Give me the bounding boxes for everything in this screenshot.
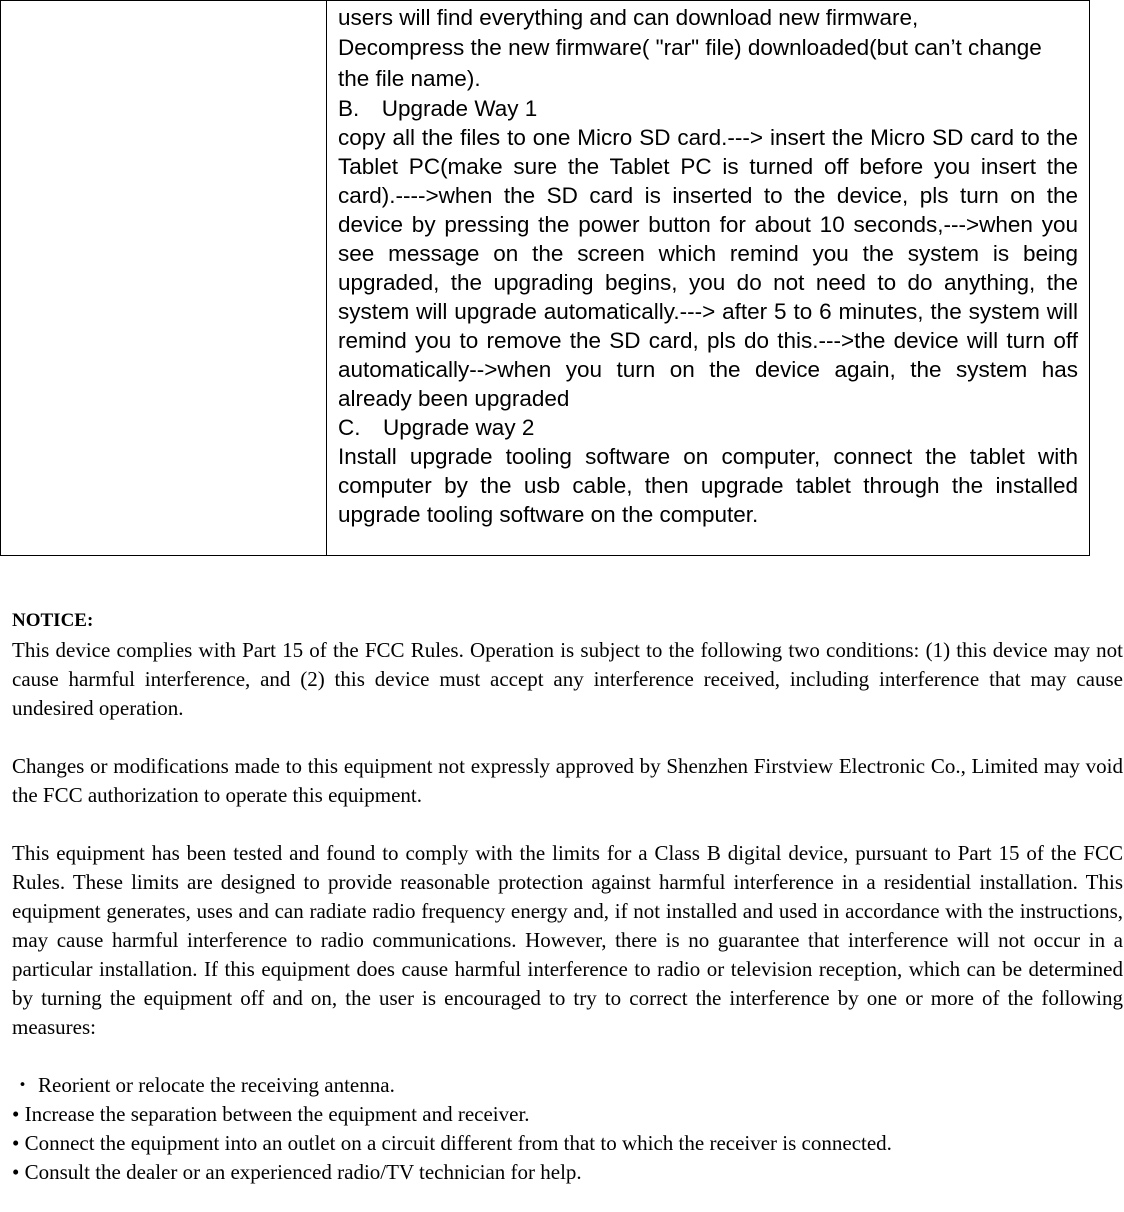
intro-line: users will find everything and can download new firmware, bbox=[338, 5, 919, 30]
upgrade-instructions-table bbox=[0, 0, 1090, 556]
measure-item: • Connect the equipment into an outlet on a circuit different from that to which the receiver is connected. bbox=[12, 1131, 892, 1155]
table-right-cell bbox=[327, 1, 1090, 556]
bullet-icon: • bbox=[12, 1131, 20, 1155]
measure-item: ・ Reorient or relocate the receiving antenna. bbox=[12, 1071, 1123, 1100]
bullet-icon: • bbox=[12, 1102, 20, 1126]
notice-title: NOTICE: bbox=[12, 610, 94, 631]
fcc-notice bbox=[12, 606, 1123, 1187]
decompress-instruction: Decompress the new firmware( "rar" file) downloaded(but can’t change the file name). bbox=[338, 35, 1042, 91]
way2-body: Install upgrade tooling software on computer, connect the tablet with computer by the usb cable, then upgrade tablet through the installed upgrade tooling software on the computer. bbox=[338, 444, 1078, 527]
notice-paragraph-modifications: Changes or modifications made to this equipment not expressly approved by Shenzhen Firstview Electronic Co., Limited may void the FCC authorization to operate this equipment. bbox=[12, 754, 1123, 807]
notice-paragraph-class-b: This equipment has been tested and found to comply with the limits for a Class B digital device, pursuant to Part 15 of the FCC Rules. These limits are designed to provide reasonable protection against harmful interference in a residential installation. This equipment generates, uses and can radiate radio frequency energy and, if not installed and used in accordance with the instructions, may cause harmful interference to radio communications. However, there is no guarantee that interference will not occur in a particular installation. If this equipment does cause harmful interference to radio or television reception, which can be determined by turning the equipment off and on, the user is encouraged to try to correct the interference by one or more of the following measures: bbox=[12, 841, 1123, 1039]
notice-paragraph-compliance: This device complies with Part 15 of the FCC Rules. Operation is subject to the following two conditions: (1) this device may not cause harmful interference, and (2) this device must accept any interference received, including interference that may cause undesired operation. bbox=[12, 638, 1123, 720]
table-left-cell bbox=[1, 1, 327, 556]
way2-heading: C. Upgrade way 2 bbox=[338, 415, 535, 440]
bullet-icon: • bbox=[12, 1160, 20, 1184]
bullet-icon: ・ bbox=[12, 1073, 33, 1097]
measure-item: • Consult the dealer or an experienced radio/TV technician for help. bbox=[12, 1160, 582, 1184]
way1-body: copy all the files to one Micro SD card.---> insert the Micro SD card to the Tablet PC(make sure the Tablet PC is turned off before you insert the card).---->when the SD card is inserted to the device, pls turn on the device by pressing the power button for about 10 seconds,--->when you see message on the screen which remind you the system is being upgraded, the upgrading begins, you do not need to do anything, the system will upgrade automatically.---> after 5 to 6 minutes, the system will remind you to remove the SD card, pls do this.--->the device will turn off automatically-->when you turn on the device again, the system has already been upgraded bbox=[338, 125, 1078, 411]
way1-heading: B. Upgrade Way 1 bbox=[338, 96, 538, 121]
measure-item: • Increase the separation between the equipment and receiver. bbox=[12, 1102, 530, 1126]
